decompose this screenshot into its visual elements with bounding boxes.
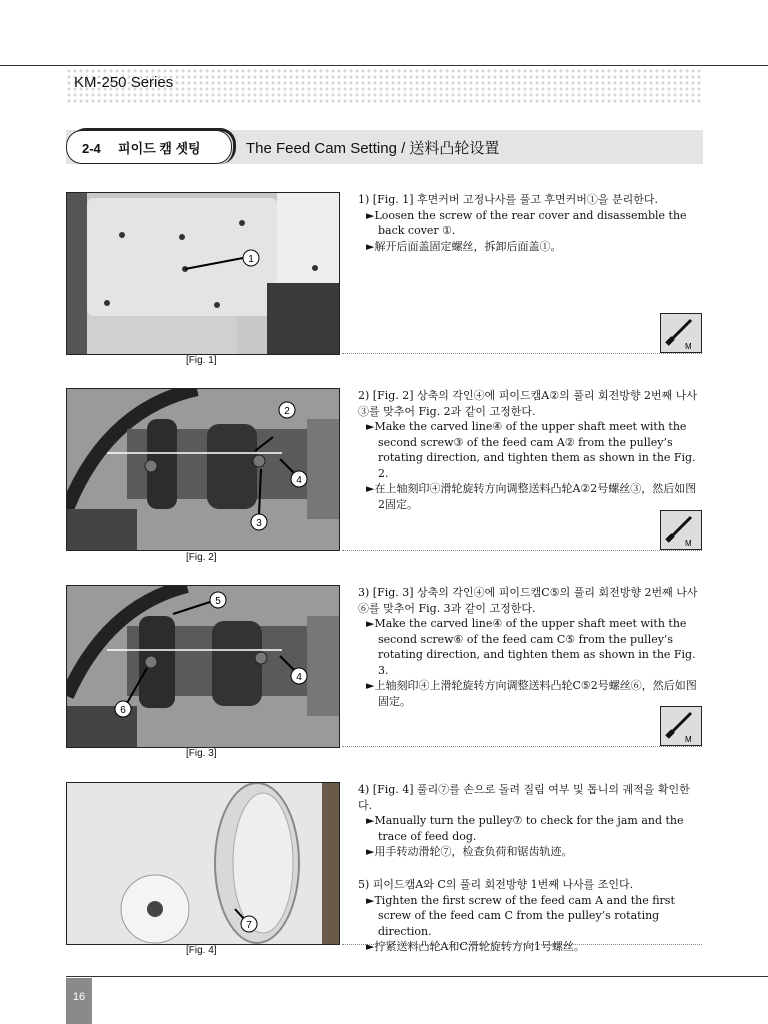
step-3-cn: ►上轴刻印④上滑轮旋转方向调整送料凸轮C⑤2号螺丝⑥，然后如图固定。	[366, 679, 697, 708]
step-2-en: ►Make the carved line④ of the upper shaft meet with the second screw③ of the feed cam A② from the pulley’s rotating direction, and tighten them as shown in the Fig. 2.	[366, 420, 696, 480]
step-4-cn: ►用手转动滑轮⑦，检查负荷和锯齿轨迹。	[366, 845, 573, 858]
section-number: 2-4	[82, 141, 101, 156]
step-3-en: ►Make the carved line④ of the upper shaft meet with the second screw⑥ of the feed cam C⑤ from the pulley’s rotating direction, and tighten them as shown in the Fig. 3.	[366, 617, 696, 677]
step-3-kr: 3) [Fig. 3] 상축의 각인④에 피이드캠C⑤의 풀리 회전방향 2번째 나사⑥를 맞추어 Fig. 3과 같이 고정한다.	[358, 586, 698, 615]
step-5	[358, 877, 702, 955]
screwdriver-icon	[660, 706, 702, 746]
figure-4-caption: [Fig. 4]	[186, 945, 217, 956]
figure-1-caption: [Fig. 1]	[186, 355, 217, 366]
step-1	[358, 192, 702, 254]
tool-label: M	[685, 539, 692, 548]
figure-3	[66, 585, 340, 748]
section-title-en: The Feed Cam Setting / 送料凸轮设置	[246, 140, 500, 157]
series-title: KM-250 Series	[74, 74, 174, 91]
figure-3-caption: [Fig. 3]	[186, 748, 217, 759]
figure-2	[66, 388, 340, 551]
header-rule	[0, 65, 768, 66]
divider	[342, 746, 702, 747]
fig3-callout-6: 6	[120, 705, 126, 716]
step-5-cn: ►拧紧送料凸轮A和C滑轮旋转方向1号螺丝。	[366, 940, 585, 953]
step-5-en: ►Tighten the first screw of the feed cam A and the first screw of the feed cam C from the pulley’s rotating direction.	[366, 893, 675, 938]
figure-4	[66, 782, 340, 945]
fig3-callout-5: 5	[215, 596, 221, 607]
step-2-kr: 2) [Fig. 2] 상축의 각인④에 피이드캠A②의 풀리 회전방향 2번째 나사③를 맞추어 Fig. 2과 같이 고정한다.	[358, 389, 697, 418]
fig2-callout-4: 4	[296, 475, 302, 486]
fig1-callout-1: 1	[248, 254, 254, 265]
step-3	[358, 585, 702, 709]
fig3-callout-4: 4	[296, 672, 302, 683]
figure-2-caption: [Fig. 2]	[186, 552, 217, 563]
section-title-kr	[82, 138, 201, 157]
step-1-cn: ►解开后面盖固定螺丝，拆卸后面盖①。	[366, 239, 562, 253]
step-4	[358, 782, 702, 860]
divider	[342, 550, 702, 551]
divider	[342, 353, 702, 354]
step-1-en: ►Loosen the screw of the rear cover and disassemble the back cover ①.	[366, 208, 687, 237]
fig2-callout-2: 2	[284, 406, 290, 417]
screwdriver-icon	[660, 510, 702, 550]
step-4-en: ►Manually turn the pulley⑦ to check for the jam and the trace of feed dog.	[366, 814, 684, 843]
step-4-kr: 4) [Fig. 4] 풀리⑦를 손으로 돌려 질림 여부 및 톱니의 궤적을 확인한다.	[358, 783, 690, 812]
tool-label: M	[685, 342, 692, 351]
fig2-callout-3: 3	[256, 518, 262, 529]
figure-1	[66, 192, 340, 355]
step-2-cn: ►在上轴刻印④滑轮旋转方向调整送料凸轮A②2号螺丝③，然后如图2固定。	[366, 482, 697, 511]
step-2	[358, 388, 702, 512]
page-number: 16	[66, 978, 92, 1024]
fig4-callout-7: 7	[246, 920, 252, 931]
screwdriver-icon	[660, 313, 702, 353]
tool-label: M	[685, 735, 692, 744]
step-1-kr: 1) [Fig. 1] 후면커버 고정나사를 풀고 후면커버①을 분리한다.	[358, 193, 659, 206]
step-5-kr: 5) 피이드캠A와 C의 풀리 회전방향 1번째 나사를 조인다.	[358, 878, 634, 891]
footer-rule	[66, 976, 768, 977]
section-title-kr-text: 피이드 캠 셋팅	[118, 141, 201, 156]
